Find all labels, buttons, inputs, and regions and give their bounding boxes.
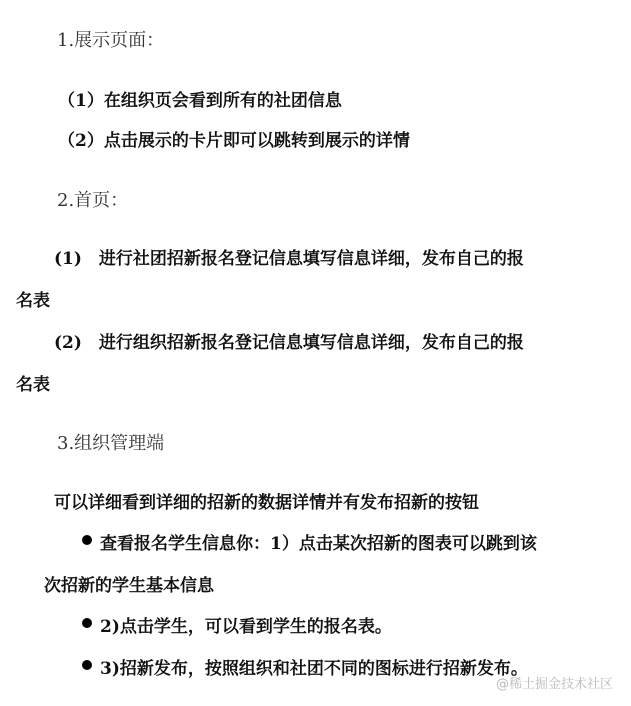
section-1-heading: 1.展示页面：	[57, 30, 165, 51]
bullet-3-dot	[82, 660, 92, 670]
section-2-item-2-line-1: (2) 进行组织招新报名登记信息填写信息详细，发布自己的报	[54, 333, 524, 353]
section-3-bullet-1-line-2: 次招新的学生基本信息	[44, 576, 214, 596]
section-1-item-2: （2）点击展示的卡片即可以跳转到展示的详情	[58, 131, 410, 151]
bullet-2-dot	[82, 618, 92, 628]
section-2-item-1-line-1: (1) 进行社团招新报名登记信息填写信息详细，发布自己的报	[54, 249, 524, 269]
section-3-bullet-3: 3)招新发布，按照组织和社团不同的图标进行招新发布。	[100, 659, 528, 679]
section-2-item-1-line-2: 名表	[16, 291, 50, 311]
bullet-1-dot	[82, 535, 92, 545]
section-2-heading: 2.首页：	[57, 190, 129, 211]
section-3-heading: 3.组织管理端	[57, 433, 165, 454]
section-2-item-2-line-2: 名表	[16, 375, 50, 395]
watermark: @稀土掘金技术社区	[495, 677, 613, 692]
section-1-item-1: （1）在组织页会看到所有的社团信息	[58, 91, 342, 111]
section-3-bullet-2: 2)点击学生，可以看到学生的报名表。	[100, 617, 392, 637]
section-3-bullet-1-line-1: 查看报名学生信息你：1）点击某次招新的图表可以跳到该	[100, 534, 537, 554]
section-3-intro: 可以详细看到详细的招新的数据详情并有发布招新的按钮	[54, 493, 479, 513]
